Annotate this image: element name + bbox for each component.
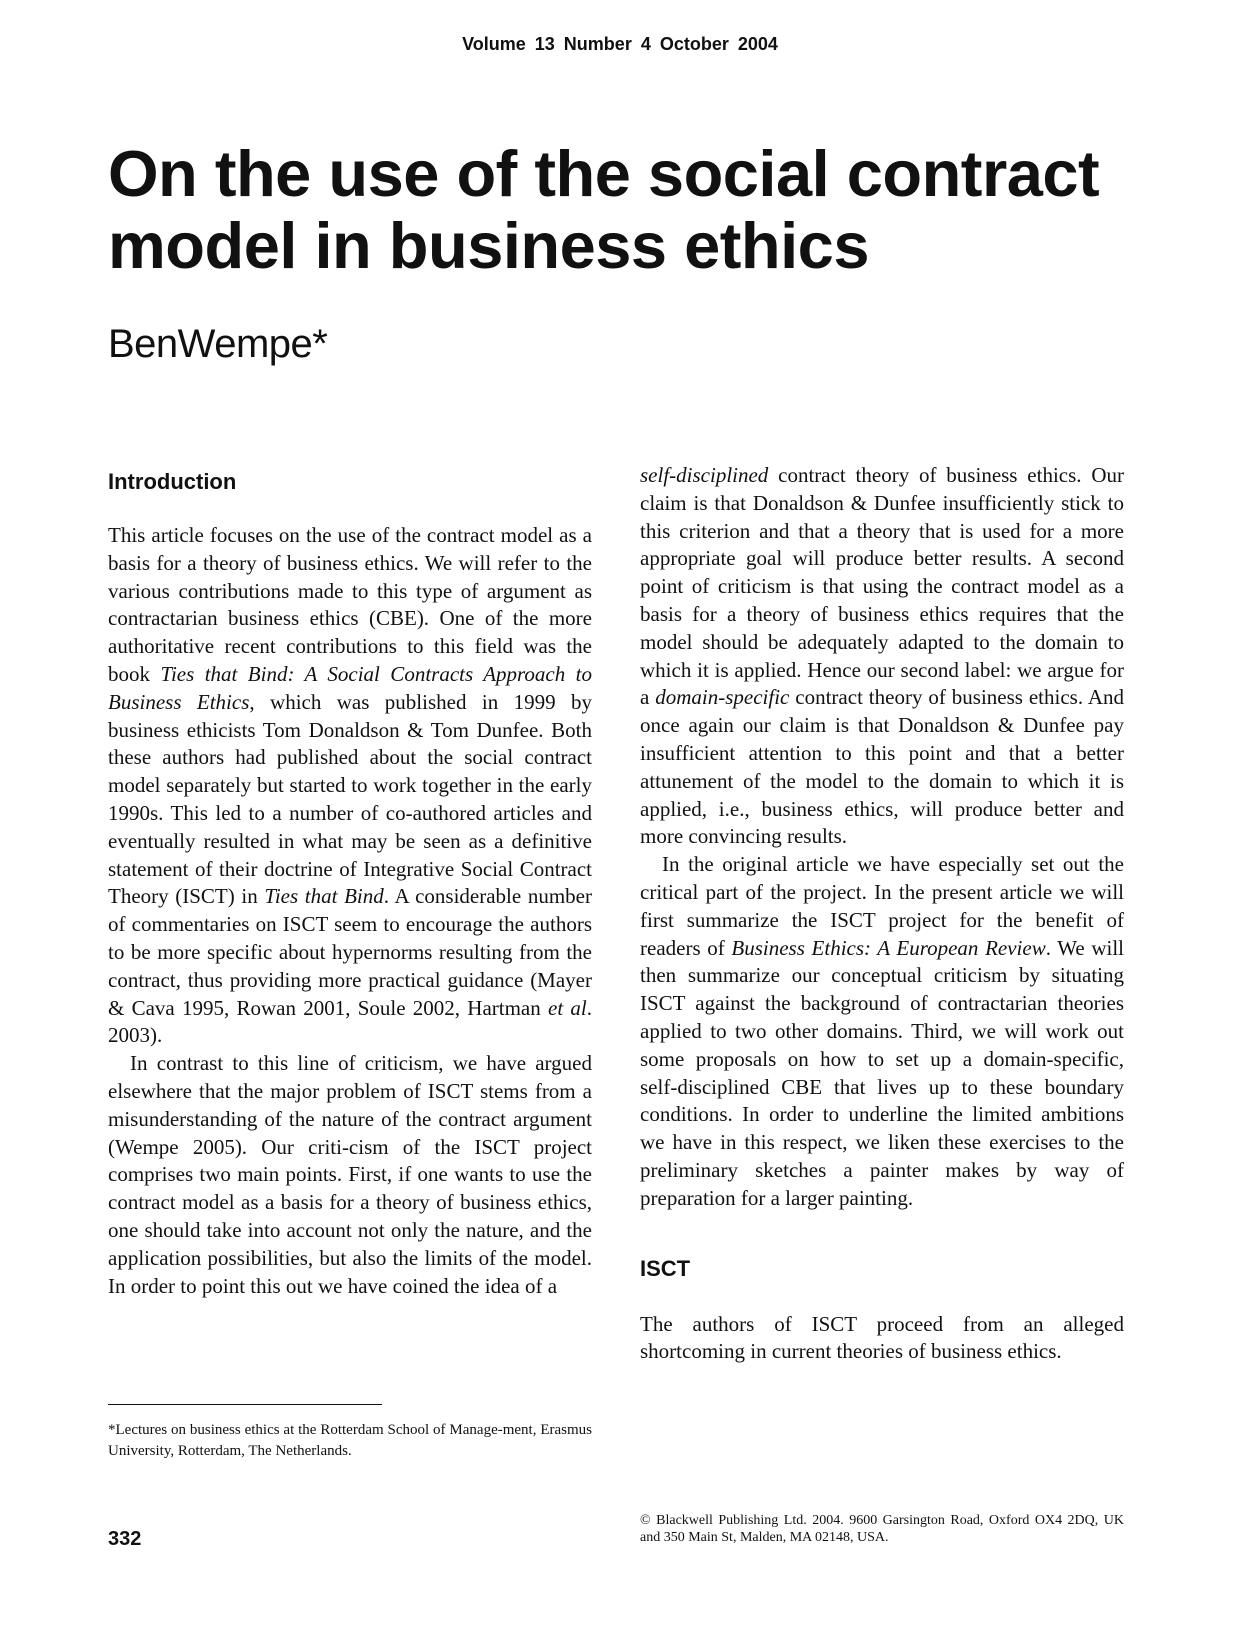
introduction-heading: Introduction	[108, 469, 237, 494]
left-column	[108, 462, 592, 1300]
running-head: Volume 13 Number 4 October 2004	[462, 34, 778, 54]
title-line-1: On the use of the social contract	[108, 137, 1100, 210]
author-footnote: *Lectures on business ethics at the Rotterdam School of Manage-ment, Erasmus University, Rotterdam, The Netherlands.	[108, 1422, 592, 1459]
page-number: 332	[108, 1528, 142, 1550]
introduction-paragraph-1: This article focuses on the use of the contract model as a basis for a theory of business ethics. We will refer to the various contributions made to this type of argument as contractarian business ethics (CBE). One of the more authoritative recent contributions to this field was the book Ties that Bind: A Social Contracts Approach to Business Ethics, which was published in 1999 by business ethicists Tom Donaldson & Tom Dunfee. Both these authors had published about the social contract model separately but started to work together in the early 1990s. This led to a number of co-authored articles and eventually resulted in what may be seen as a definitive statement of their doctrine of Integrative Social Contract Theory (ISCT) in Ties that Bind. A considerable number of commentaries on ISCT seem to encourage the authors to be more specific about hypernorms resulting from the contract, thus providing more practical guidance (Mayer & Cava 1995, Rowan 2001, Soule 2002, Hartman et al. 2003).	[108, 523, 593, 1048]
term-domain-specific: domain-specific	[655, 685, 790, 710]
right-column	[640, 462, 1124, 1366]
copyright-notice: © Blackwell Publishing Ltd. 2004. 9600 Garsington Road, Oxford OX4 2DQ, UK and 350 Main St, Malden, MA 02148, USA.	[640, 1513, 1124, 1545]
book-title-ties-that-bind: Ties that Bind: A Social Contracts Approach to Business Ethics	[108, 661, 593, 714]
isct-heading: ISCT	[640, 1255, 691, 1281]
introduction-paragraph-3: In the original article we have especially set out the critical part of the project. In the present article we will first summarize the ISCT project for the benefit of readers of Business Ethics: A European Review. We will then summarize our conceptual criticism by situating ISCT against the background of contractarian theories applied to two other domains. Third, we will work out some proposals on how to set up a domain-specific, self-disciplined CBE that lives up to these boundary conditions. In order to underline the limited ambitions we have in this respect, we liken these exercises to the preliminary sketches a painter makes by way of preparation for a larger painting.	[640, 852, 1124, 1210]
author-name: BenWempe*	[108, 322, 328, 366]
footnote-rule	[108, 1404, 382, 1405]
isct-paragraph-1: The authors of ISCT proceed from an alleged shortcoming in current theories of business ethics.	[640, 1311, 1124, 1364]
title-line-2: model in business ethics	[108, 209, 869, 282]
article-title	[108, 138, 1168, 282]
introduction-paragraph-2: In contrast to this line of criticism, we have argued elsewhere that the major problem of ISCT stems from a misunderstanding of the nature of the contract argument (Wempe 2005). Our criti-cism of the ISCT project comprises two main points. First, if one wants to use the contract model as a basis for a theory of business ethics, one should take into account not only the nature, and the application possibilities, but also the limits of the model. In order to point this out we have coined the idea of a	[108, 1051, 592, 1298]
term-self-disciplined: self-disciplined	[640, 463, 769, 487]
journal-title: Business Ethics: A European Review	[731, 935, 1046, 960]
introduction-paragraph-2-continued: self-disciplined contract theory of business ethics. Our claim is that Donaldson & Dunfee insufficiently stick to this criterion and that a theory that is used for a more appropriate goal will produce better results. A second point of criticism is that using the contract model as a basis for a theory of business ethics requires that the model should be adequately adapted to the domain to which it is applied. Hence our second label: we argue for a domain-specific contract theory of business ethics. And once again our claim is that Donaldson & Dunfee pay insufficient attention to this point and that a better attunement of the model to the domain to which it is applied, i.e., business ethics, will produce better and more convincing results.	[640, 463, 1124, 849]
et-al: et al	[548, 995, 587, 1020]
book-title-short: Ties that Bind	[264, 884, 384, 909]
